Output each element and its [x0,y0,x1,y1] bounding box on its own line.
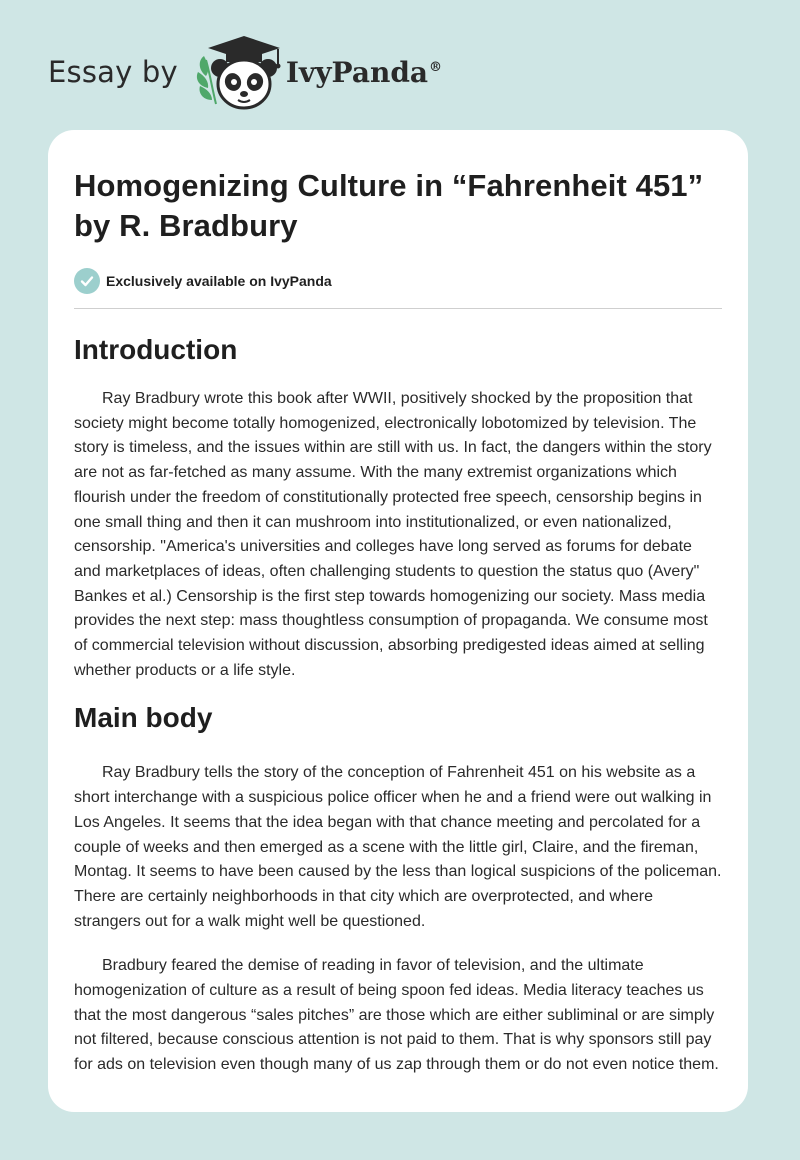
main-body-paragraph-1: Ray Bradbury tells the story of the conception of Fahrenheit 451 on his website as a short interchange with a suspicious police officer when he and a friend were out walking in Los Angeles. It seems that the idea began with that chance meeting and percolated for a couple of weeks and then emerged as a scene with the little girl, Claire, and the fireman, Montag. It seems to have been caused by the less than logical suspicions of the policeman. There are certainly neighborhoods in that city which are overprotected, and where strangers out for a walk might well be questioned. [74,764,722,930]
panda-graduate-icon [192,30,284,114]
site-header [48,30,508,114]
article-content [74,166,722,1078]
article-title: Homogenizing Culture in “Fahrenheit 451” by R. Bradbury [74,168,704,243]
introduction-paragraph: Ray Bradbury wrote this book after WWII, positively shocked by the proposition that society might become totally homogenized, electronically lobotomized by television. The story is timeless, and the issues within are still with us. In fact, the dangers within the story are not as far-fetched as many assume. With the many extremist organizations which flourish under the freedom of constitutionally protected free speech, censorship begins in one small thing and then it can mushroom into institutionalized, or even nationalized, censorship. "America's universities and colleges have long served as forums for debate and marketplaces of ideas, often challenging students to question the status quo (Avery" Bankes et al.) Censorship is the first step towards homogenizing our society. Mass media provides the next step: mass thoughtless consumption of propaganda. We consume most of commercial television without discussion, absorbing predigested ideas aimed at selling whether products or a life style. [74,390,712,679]
check-icon [74,268,100,294]
exclusive-badge [74,268,722,294]
registered-mark: ® [429,60,443,76]
essay-by-label: Essay by [48,55,178,89]
article-card [48,130,748,1112]
section-heading-introduction: Introduction [74,334,238,365]
divider [74,308,722,309]
section-heading-main-body: Main body [74,702,213,734]
badge-text: Exclusively available on IvyPanda [106,273,332,289]
brand-name: IvyPanda® [285,55,443,89]
main-body-paragraph-2: Bradbury feared the demise of reading in favor of television, and the ultimate homogenization of culture as a result of being spoon fed ideas. Media literacy teaches us that the most dangerous “sales pitches” are those which are either subliminal or are simply not filtered, because conscious attention is not paid to them. That is why sponsors still pay for ads on television even though many of us zap through them or do not even notice them. [74,957,719,1074]
